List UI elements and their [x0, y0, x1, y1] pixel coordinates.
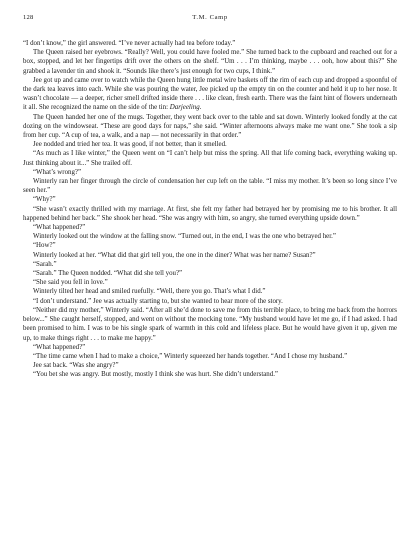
paragraph: “The time came when I had to make a choice,” Winterly squeezed her hands together. “And I chose my husband.” [33, 352, 348, 360]
paragraph: “Sarah.” The Queen nodded. “What did she tell you?” [33, 270, 183, 278]
paragraph: “Why?” [33, 196, 56, 204]
page-header [23, 14, 397, 26]
paragraph: “You bet she was angry. But mostly, mostly I think she was hurt. She didn’t understand.” [33, 371, 278, 379]
paragraph: Winterly looked out the window at the falling snow. “Turned out, in the end, I was the one who betrayed her.” [33, 233, 336, 241]
paragraph: “I don’t know,” the girl answered. “I’ve never actually had tea before today.” [23, 40, 236, 47]
paragraph: “How?” [33, 242, 56, 250]
paragraph: “Sarah.” [33, 260, 57, 268]
paragraph: The Queen handed her one of the mugs. Together, they went back over to the table and sat down. Winterly looked fondly at the cat dozing on the windowseat. “These are good days for naps,” she said. “Winter afternoons always make me want one.” She took a sip from her cup. “A cup of tea, a walk, and a nap — not necessarily in that order.” [23, 113, 397, 140]
running-head: T.M. Camp [192, 14, 228, 21]
paragraph: “What’s wrong?” [33, 168, 82, 176]
paragraph: Jee nodded and tried her tea. It was good, if not better, than it smelled. [33, 141, 227, 149]
paragraph: Winterly looked at her. “What did that girl tell you, the one in the diner? What was her name? Susan?” [33, 251, 316, 259]
paragraph: Winterly tilted her head and smiled ruefully. “Well, there you go. That’s what I did.” [33, 288, 266, 296]
page-number: 128 [23, 14, 34, 21]
paragraph: The Queen raised her eyebrows. “Really? Well, you could have fooled me.” She turned back to the cupboard and reached out for a box, stopped, and let her fingertips drift over the others on the shelf. “Um . . . I’m thinking, maybe . . . ooh, how about this?” She grabbed a lavender tin and shook it. “Sounds like there’s just enough for two cups, I think.” [23, 49, 397, 75]
book-page [23, 14, 397, 380]
paragraph: “She wasn’t exactly thrilled with my marriage. At first, she felt my father had betrayed her by promising me to his brother. It all happened behind her back.” She shook her head. “She was angry with him, so angry, she turned everything upside down.” [23, 205, 397, 222]
paragraph: Jee got up and came over to watch while the Queen hung little metal wire baskets off the rim of each cup and dropped a spoonful of the dark tea leaves into each. While she was pouring the water, Jee picked up the empty tin on the counter and held it up to her nose. It wasn’t chocolate — a deeper, richer smell drifted inside there . . . like clean, fresh earth. There was the faint hint of flowers underneath it all. She recognized the name on the side of the tin: Darjeeling. [23, 76, 397, 112]
paragraph: “She said you fell in love.” [33, 279, 108, 287]
body-text [23, 39, 397, 380]
paragraph: Winterly ran her finger through the circle of condensation her cup left on the table. “I miss my mother. It’s been so long since I’ve seen her.” [23, 178, 397, 195]
paragraph: “As much as I like winter,” the Queen went on “I can’t help but miss the spring. All that life coming back, everything waking up. Just thinking about it...” She trailed off. [23, 150, 397, 167]
paragraph: “I don’t understand.” Jee was actually starting to, but she wanted to hear more of the story. [33, 297, 283, 305]
paragraph: “What happened?” [33, 343, 86, 351]
paragraph: “Neither did my mother,” Winterly said. “After all she’d done to save me from this terrible place, to bring me back from the horrors below...” She caught herself, stopped, and went on without the mocking tone. “My husband would have let me go, if I had asked. I had been promised to him. I was to be his single spark of warmth in this cold and lifeless place. But he would have given it up, given me up, to make things right . . . to make me happy.” [23, 306, 397, 342]
paragraph: Jee sat back. “Was she angry?” [33, 362, 119, 370]
paragraph: “What happened?” [33, 224, 86, 232]
